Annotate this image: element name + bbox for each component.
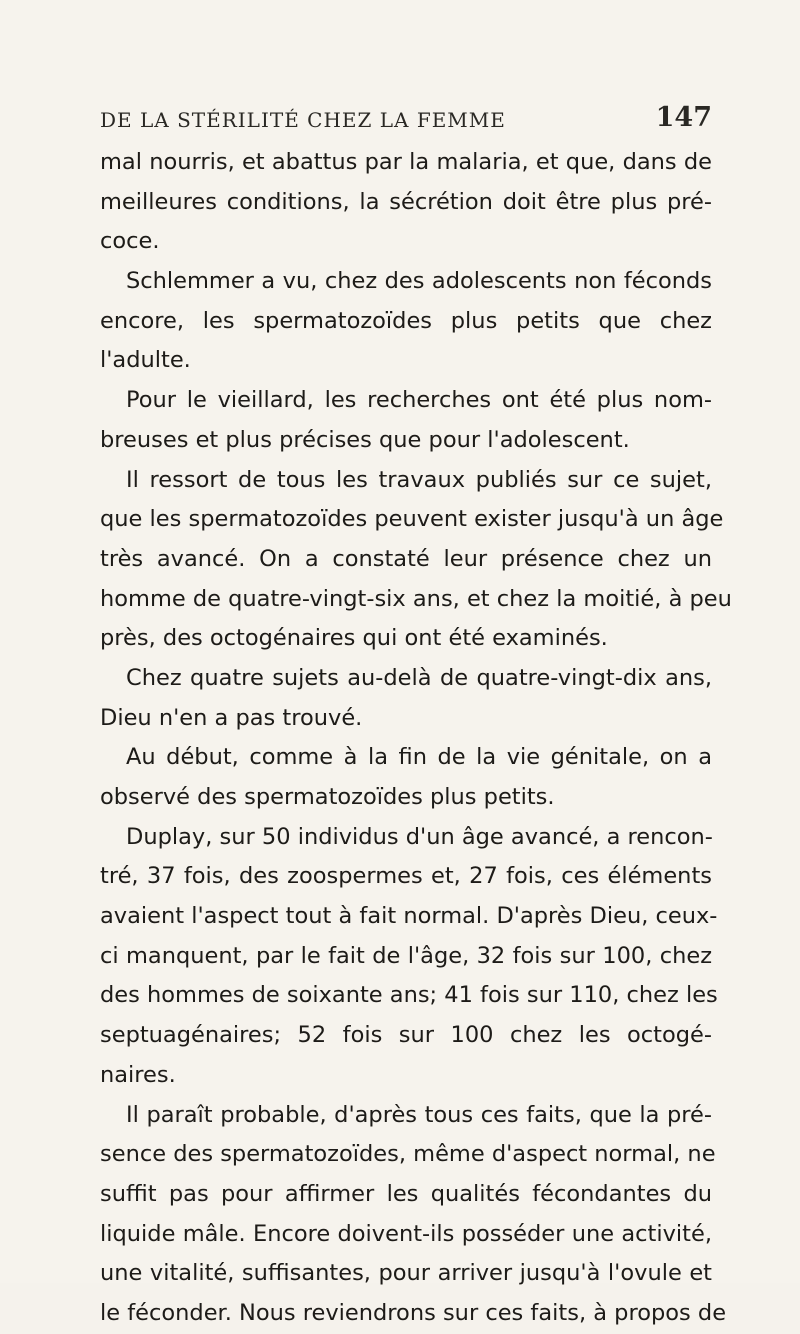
- text-line: tré, 37 fois, des zoospermes et, 27 fois, ces éléments: [100, 863, 712, 890]
- page-number: 147: [655, 102, 712, 133]
- text-line: des hommes de soixante ans; 41 fois sur 110, chez les: [100, 982, 718, 1009]
- running-title: DE LA STÉRILITÉ CHEZ LA FEMME: [100, 108, 506, 132]
- text-line: mal nourris, et abattus par la malaria, et que, dans de: [100, 149, 712, 175]
- text-line: Duplay, sur 50 individus d'un âge avancé, a rencon-: [126, 823, 713, 850]
- text-line: meilleures conditions, la sécrétion doit être plus pré-: [100, 188, 712, 215]
- text-line: naires.: [100, 1061, 176, 1088]
- text-line: le féconder. Nous reviendrons sur ces faits, à propos de: [100, 1299, 727, 1326]
- page-header: [100, 100, 712, 140]
- text-line: sence des spermatozoïdes, même d'aspect normal, ne: [100, 1141, 716, 1168]
- text-line: très avancé. On a constaté leur présence chez un: [100, 545, 712, 572]
- text-line: encore, les spermatozoïdes plus petits que chez: [100, 307, 712, 334]
- text-line: ci manquent, par le fait de l'âge, 32 fois sur 100, chez: [100, 942, 712, 969]
- body-text: [100, 143, 732, 1334]
- text-line: septuagénaires; 52 fois sur 100 chez les octogé-: [100, 1022, 712, 1049]
- text-line: observé des spermatozoïdes plus petits.: [100, 784, 555, 810]
- text-line: Dieu n'en a pas trouvé.: [100, 704, 363, 731]
- text-line: Chez quatre sujets au-delà de quatre-vingt-dix ans,: [126, 664, 712, 691]
- text-line: Il ressort de tous les travaux publiés sur ce sujet,: [126, 466, 712, 493]
- text-line: une vitalité, suffisantes, pour arriver jusqu'à l'ovule et: [100, 1260, 712, 1287]
- text-line: que les spermatozoïdes peuvent exister jusqu'à un âge: [100, 506, 724, 533]
- text-line: coce.: [100, 228, 160, 255]
- text-line: liquide mâle. Encore doivent-ils posséder une activité,: [100, 1220, 712, 1247]
- text-line: près, des octogénaires qui ont été examinés.: [100, 625, 608, 652]
- text-line: suffit pas pour affirmer les qualités fécondantes du: [100, 1180, 712, 1207]
- text-line: Pour le vieillard, les recherches ont été plus nom-: [126, 387, 712, 414]
- text-line: homme de quatre-vingt-six ans, et chez la moitié, à peu: [100, 585, 732, 612]
- text-line: Schlemmer a vu, chez des adolescents non féconds: [126, 268, 712, 295]
- text-line: avaient l'aspect tout à fait normal. D'après Dieu, ceux-: [100, 903, 718, 930]
- text-line: Il paraît probable, d'après tous ces faits, que la pré-: [126, 1101, 712, 1128]
- text-line: l'adulte.: [100, 347, 191, 374]
- text-line: Au début, comme à la fin de la vie génitale, on a: [126, 744, 712, 771]
- text-line: breuses et plus précises que pour l'adolescent.: [100, 426, 630, 453]
